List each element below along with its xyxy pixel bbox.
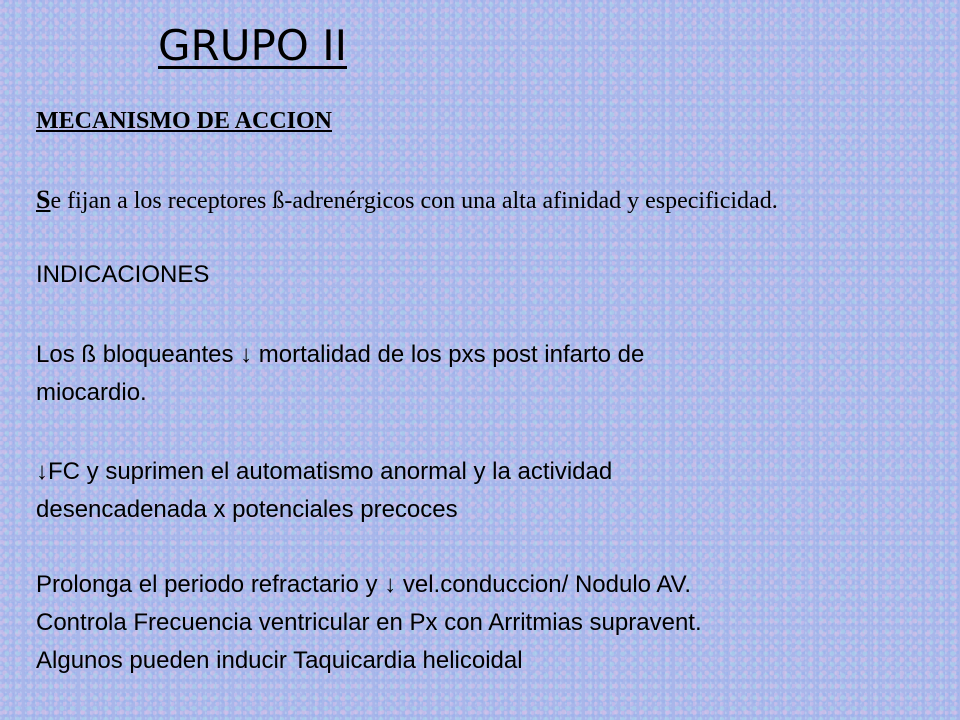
paragraph-line: ↓FC y suprimen el automatismo anormal y la actividad <box>36 458 613 485</box>
slide-title: GRUPO II <box>158 21 347 70</box>
paragraph-line: miocardio. <box>36 379 147 406</box>
mechanism-heading: MECANISMO DE ACCION <box>36 108 333 134</box>
paragraph-line: Algunos pueden inducir Taquicardia helicoidal <box>36 647 523 674</box>
indications-heading: INDICACIONES <box>36 261 210 288</box>
paragraph-line: Controla Frecuencia ventricular en Px con Arritmias supravent. <box>36 609 702 636</box>
indication-paragraph-2 <box>36 453 946 529</box>
paragraph-line: Prolonga el periodo refractario y ↓ vel.conduccion/ Nodulo AV. <box>36 571 692 598</box>
paragraph-line: Los ß bloqueantes ↓ mortalidad de los pxs post infarto de <box>36 341 645 368</box>
paragraph-line: desencadenada x potenciales precoces <box>36 496 458 523</box>
indication-paragraph-1 <box>36 336 946 412</box>
mechanism-text <box>36 181 946 220</box>
mechanism-first-letter: S <box>36 185 51 214</box>
mechanism-text-rest: e fijan a los receptores ß-adrenérgicos con una alta afinidad y especificidad. <box>50 188 778 214</box>
indication-paragraph-3 <box>36 566 946 680</box>
